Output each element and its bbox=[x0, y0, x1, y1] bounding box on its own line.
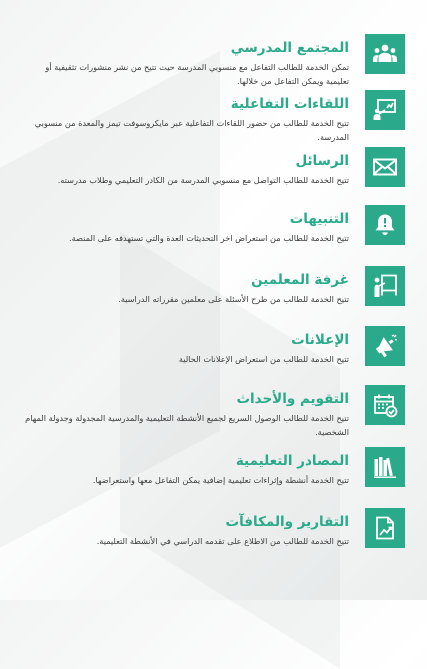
feature-description: تمكن الخدمة للطالب التفاعل مع منسوبي المدرسة حيث تتيح من نشر منشورات تثقيفية أو تعليمية ويمكن التفاعل من خلالها. bbox=[45, 62, 349, 86]
feature-reports-rewards bbox=[0, 508, 427, 568]
feature-description: تتيح الخدمة للطالب من استعراض الإعلانات الحالية bbox=[178, 354, 349, 364]
feature-description: تتيح الخدمة للطالب من الاطلاع على تقدمه الدراسي في الأنشطة التعليمية. bbox=[96, 536, 349, 546]
megaphone-icon bbox=[365, 326, 405, 366]
feature-title: المصادر التعليمية bbox=[235, 453, 349, 469]
feature-announcements bbox=[0, 326, 427, 386]
feature-title: المجتمع المدرسي bbox=[230, 40, 349, 56]
teacher-board-icon bbox=[365, 266, 405, 306]
feature-title: الرسائل bbox=[295, 153, 349, 169]
feature-description: تتيح الخدمة للطالب التواصل مع منسوبي المدرسة من الكادر التعليمي وطلاب مدرسته. bbox=[57, 175, 349, 185]
calendar-check-icon bbox=[365, 385, 405, 425]
feature-title: التنبيهات bbox=[289, 211, 349, 227]
notification-bell-icon bbox=[365, 205, 405, 245]
envelope-icon bbox=[365, 147, 405, 187]
feature-school-community bbox=[0, 34, 427, 94]
feature-messages bbox=[0, 147, 427, 207]
feature-learning-resources bbox=[0, 447, 427, 507]
presentation-icon bbox=[365, 90, 405, 130]
report-chart-icon bbox=[365, 508, 405, 548]
books-icon bbox=[365, 447, 405, 487]
feature-teachers-room bbox=[0, 266, 427, 326]
feature-title: اللقاءات التفاعلية bbox=[230, 96, 349, 112]
feature-description: تتيح الخدمة للطالب من طرح الأسئلة على معلمين مقرراته الدراسية. bbox=[118, 294, 349, 304]
feature-description: تتيح الخدمة للطالب الوصول السريع لجميع الأنشطة التعليمية والمدرسية المجدولة وجدولة المهام الشخصية. bbox=[25, 413, 349, 437]
feature-title: التقويم والأحداث bbox=[236, 391, 349, 407]
community-icon bbox=[365, 34, 405, 74]
feature-title: الإعلانات bbox=[291, 332, 349, 348]
feature-description: تتيح الخدمة للطالب من حضور اللقاءات التفاعلية عبر مايكروسوفت تيمز والمعدة من منسوبي المدرسة. bbox=[34, 118, 349, 142]
feature-description: تتيح الخدمة أنشطة وإثراءات تعليمية إضافية يمكن التفاعل معها واستعراضها. bbox=[92, 475, 349, 485]
feature-title: غرفة المعلمين bbox=[251, 272, 349, 288]
feature-interactive-meetings bbox=[0, 90, 427, 150]
feature-description: تتيح الخدمة للطالب من استعراض اخر التحديثات العدة والتي تستهدفه على المنصة. bbox=[69, 233, 349, 243]
feature-calendar-events bbox=[0, 385, 427, 445]
feature-notifications bbox=[0, 205, 427, 265]
feature-title: التقارير والمكافآت bbox=[225, 514, 349, 530]
